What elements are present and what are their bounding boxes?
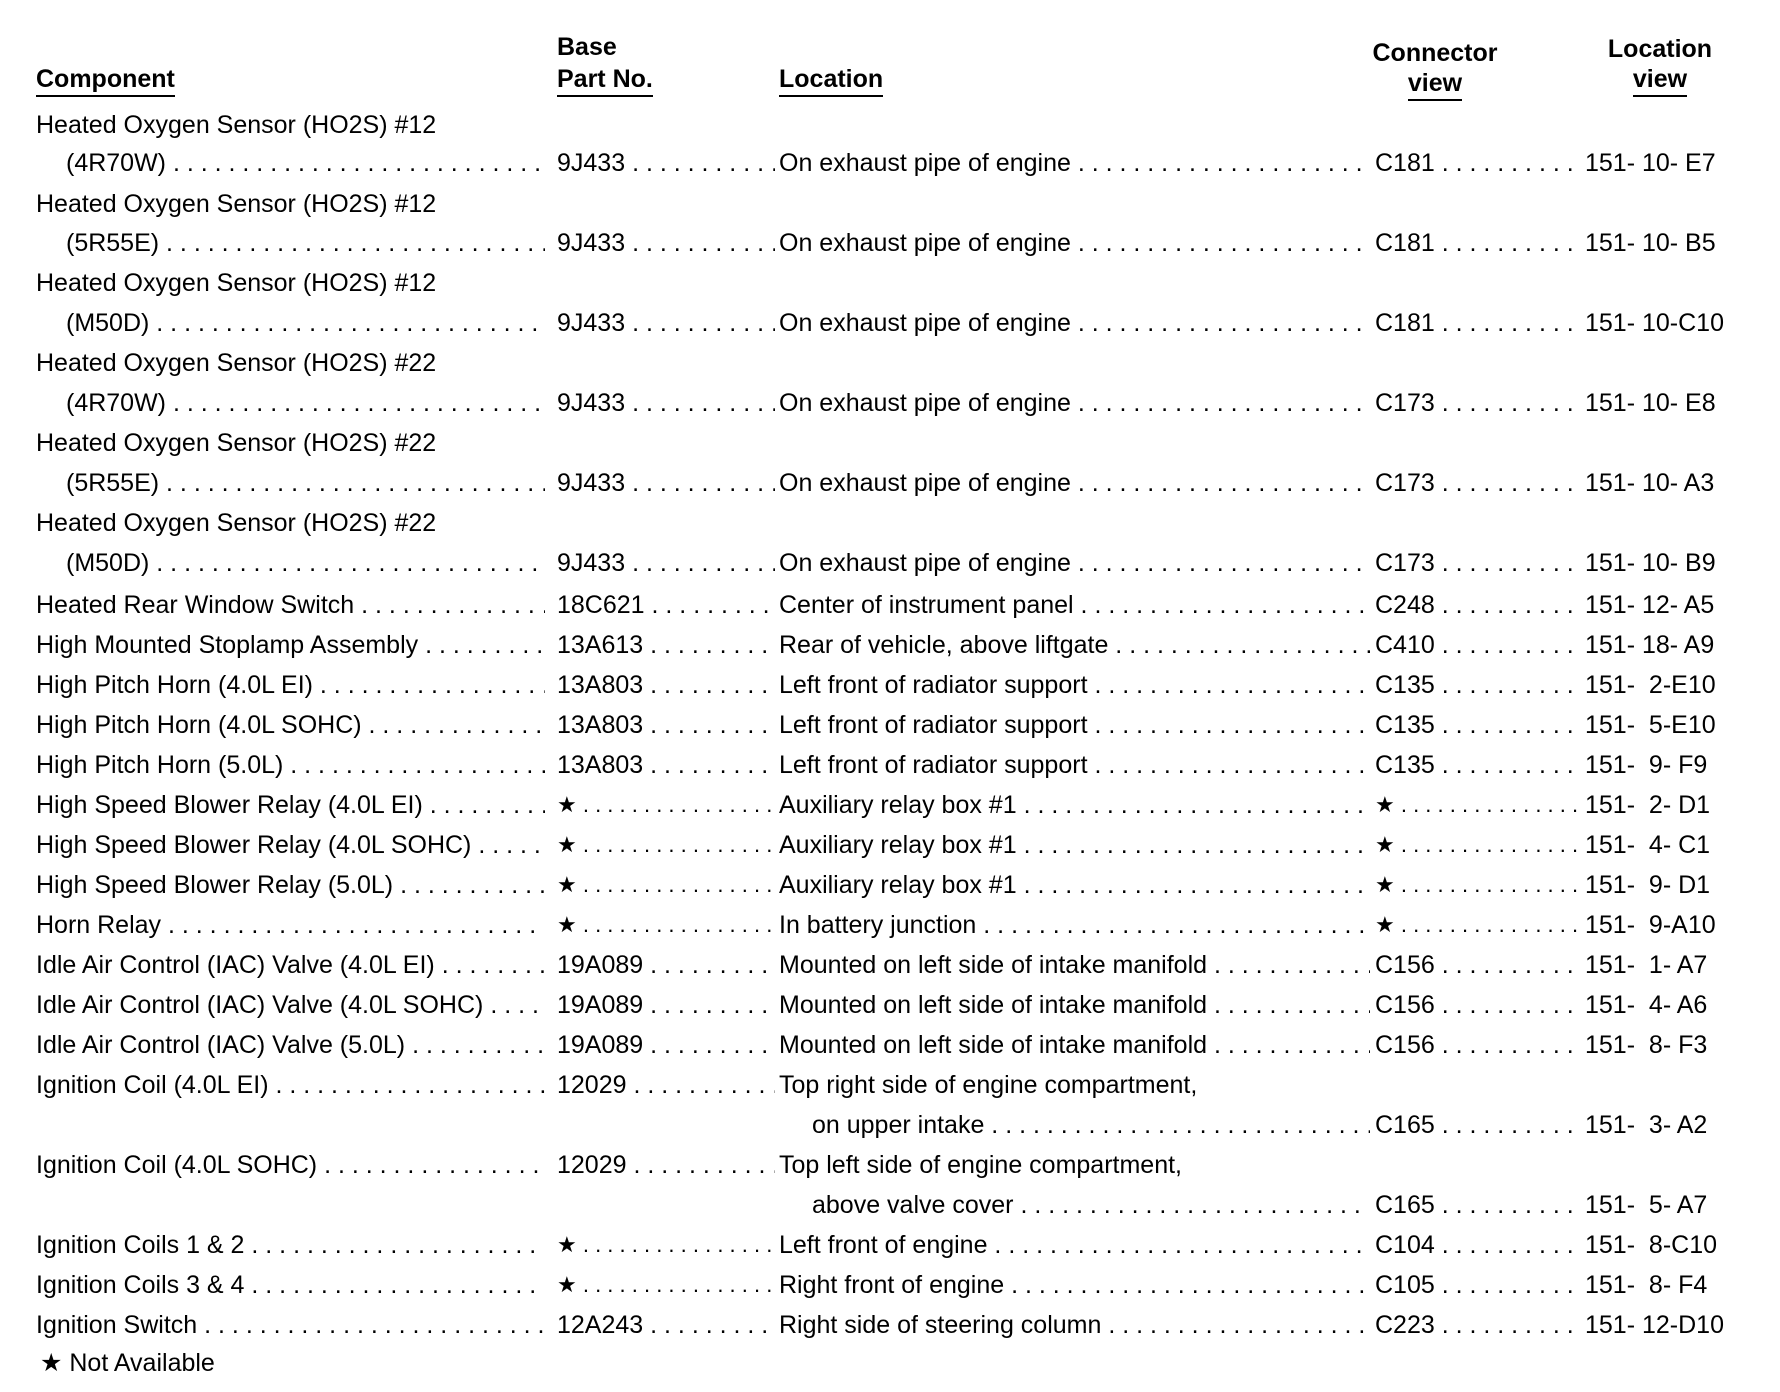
cell-connector-view: C165 . . . <box>1375 1190 1578 1220</box>
cell-connector-view: C156 . . . <box>1375 990 1578 1020</box>
cell-base-part-no: 13A803 . . . <box>557 750 775 780</box>
cell-location: Left front of radiator support . . . <box>779 710 1370 740</box>
cell-connector-view: C181 . . . <box>1375 308 1578 338</box>
cell-base-part-no: ★ . . . <box>557 790 775 820</box>
header-base-part-line1: Base <box>557 33 617 61</box>
cell-location: Auxiliary relay box #1 . . . <box>779 790 1370 820</box>
cell-location-view: 151- 1- A7 <box>1585 951 1708 979</box>
cell-location-view: 151- 4- C1 <box>1585 831 1711 859</box>
cell-location: On exhaust pipe of engine . . . <box>779 548 1370 578</box>
cell-location-view: 151- 9- D1 <box>1585 871 1711 899</box>
cell-location-view: 151- 10- B5 <box>1585 229 1716 257</box>
cell-component: (M50D) . . . <box>66 548 545 578</box>
cell-location: above valve cover . . . <box>812 1190 1370 1220</box>
cell-base-part-no: 9J433 . . . <box>557 148 775 178</box>
header-base-part: Part No. <box>557 64 653 94</box>
cell-connector-view: C135 . . . <box>1375 750 1578 780</box>
cell-base-part-no: 19A089 . . . <box>557 950 775 980</box>
cell-connector-view: C173 . . . <box>1375 388 1578 418</box>
cell-component: Heated Oxygen Sensor (HO2S) #22 <box>36 509 437 537</box>
cell-base-part-no: 9J433 . . . <box>557 308 775 338</box>
cell-connector-view: ★ . . . <box>1375 830 1578 860</box>
cell-component: (M50D) . . . <box>66 308 545 338</box>
cell-location: Auxiliary relay box #1 . . . <box>779 870 1370 900</box>
cell-component: Ignition Coil (4.0L EI) . . . <box>36 1070 545 1100</box>
cell-component: High Pitch Horn (5.0L) . . . <box>36 750 545 780</box>
cell-connector-view: C173 . . . <box>1375 468 1578 498</box>
cell-location-view: 151- 18- A9 <box>1585 631 1715 659</box>
cell-location-view: 151- 10- B9 <box>1585 549 1716 577</box>
cell-location: Auxiliary relay box #1 . . . <box>779 830 1370 860</box>
cell-location: Center of instrument panel . . . <box>779 590 1370 620</box>
cell-location: Mounted on left side of intake manifold . . . <box>779 990 1370 1020</box>
cell-location: On exhaust pipe of engine . . . <box>779 468 1370 498</box>
cell-connector-view: C410 . . . <box>1375 630 1578 660</box>
cell-location-view: 151- 8- F4 <box>1585 1271 1708 1299</box>
cell-connector-view: ★ . . . <box>1375 910 1578 940</box>
cell-connector-view: C156 . . . <box>1375 1030 1578 1060</box>
cell-connector-view: C181 . . . <box>1375 228 1578 258</box>
cell-component: Idle Air Control (IAC) Valve (4.0L EI) . . . <box>36 950 545 980</box>
cell-component: (5R55E) . . . <box>66 228 545 258</box>
header-location-view: view <box>1585 64 1735 94</box>
cell-connector-view: C135 . . . <box>1375 670 1578 700</box>
cell-connector-view: C181 . . . <box>1375 148 1578 178</box>
cell-base-part-no: 12029 . . . <box>557 1070 775 1100</box>
cell-location: Left front of radiator support . . . <box>779 750 1370 780</box>
cell-component: High Speed Blower Relay (4.0L EI) . . . <box>36 790 545 820</box>
cell-location-view: 151- 3- A2 <box>1585 1111 1708 1139</box>
cell-base-part-no: 9J433 . . . <box>557 468 775 498</box>
cell-location-view: 151- 10- E7 <box>1585 149 1716 177</box>
cell-component: (4R70W) . . . <box>66 148 545 178</box>
cell-location: Right front of engine . . . <box>779 1270 1370 1300</box>
cell-location: On exhaust pipe of engine . . . <box>779 228 1370 258</box>
cell-base-part-no: 13A613 . . . <box>557 630 775 660</box>
cell-base-part-no: 9J433 . . . <box>557 228 775 258</box>
cell-base-part-no: ★ . . . <box>557 870 775 900</box>
cell-component: Heated Oxygen Sensor (HO2S) #22 <box>36 349 437 377</box>
cell-component: Heated Oxygen Sensor (HO2S) #22 <box>36 429 437 457</box>
cell-component: High Mounted Stoplamp Assembly . . . <box>36 630 545 660</box>
cell-connector-view: C104 . . . <box>1375 1230 1578 1260</box>
cell-location: Left front of radiator support . . . <box>779 670 1370 700</box>
cell-location: On exhaust pipe of engine . . . <box>779 308 1370 338</box>
cell-connector-view: ★ . . . <box>1375 870 1578 900</box>
cell-component: Heated Oxygen Sensor (HO2S) #12 <box>36 190 437 218</box>
cell-component: Ignition Switch . . . <box>36 1310 545 1340</box>
cell-connector-view: C223 . . . <box>1375 1310 1578 1340</box>
cell-location: Top left side of engine compartment, <box>779 1151 1183 1179</box>
cell-location: On exhaust pipe of engine . . . <box>779 388 1370 418</box>
cell-component: Idle Air Control (IAC) Valve (4.0L SOHC) . . . <box>36 990 545 1020</box>
cell-location: Top right side of engine compartment, <box>779 1071 1198 1099</box>
cell-component: Horn Relay . . . <box>36 910 545 940</box>
cell-connector-view: C135 . . . <box>1375 710 1578 740</box>
cell-location-view: 151- 4- A6 <box>1585 991 1708 1019</box>
cell-location-view: 151- 2- D1 <box>1585 791 1711 819</box>
cell-component: High Pitch Horn (4.0L SOHC) . . . <box>36 710 545 740</box>
cell-location: Rear of vehicle, above liftgate . . . <box>779 630 1370 660</box>
cell-location-view: 151- 8-C10 <box>1585 1231 1718 1259</box>
cell-component: Ignition Coils 3 & 4 . . . <box>36 1270 545 1300</box>
cell-base-part-no: 13A803 . . . <box>557 670 775 700</box>
footnote-not-available: ★ Not Available <box>40 1349 215 1377</box>
cell-base-part-no: 13A803 . . . <box>557 710 775 740</box>
cell-location-view: 151- 5- A7 <box>1585 1191 1708 1219</box>
cell-location-view: 151- 10-C10 <box>1585 309 1724 337</box>
cell-component: High Speed Blower Relay (5.0L) . . . <box>36 870 545 900</box>
cell-location-view: 151- 9- F9 <box>1585 751 1708 779</box>
cell-connector-view: C105 . . . <box>1375 1270 1578 1300</box>
cell-location-view: 151- 10- A3 <box>1585 469 1715 497</box>
cell-location-view: 151- 9-A10 <box>1585 911 1716 939</box>
cell-location: on upper intake . . . <box>812 1110 1370 1140</box>
cell-location: Mounted on left side of intake manifold . . . <box>779 1030 1370 1060</box>
cell-location-view: 151- 12- A5 <box>1585 591 1715 619</box>
cell-component: Ignition Coils 1 & 2 . . . <box>36 1230 545 1260</box>
cell-component: Ignition Coil (4.0L SOHC) . . . <box>36 1150 545 1180</box>
cell-base-part-no: ★ . . . <box>557 1270 775 1300</box>
cell-base-part-no: 19A089 . . . <box>557 990 775 1020</box>
cell-base-part-no: 9J433 . . . <box>557 548 775 578</box>
cell-component: Heated Oxygen Sensor (HO2S) #12 <box>36 269 437 297</box>
header-connector-line1: Connector <box>1372 39 1498 67</box>
cell-location-view: 151- 12-D10 <box>1585 1311 1724 1339</box>
cell-component: (5R55E) . . . <box>66 468 545 498</box>
cell-location: Left front of engine . . . <box>779 1230 1370 1260</box>
header-location: Location <box>779 64 883 94</box>
cell-location-view: 151- 10- E8 <box>1585 389 1716 417</box>
cell-base-part-no: ★ . . . <box>557 830 775 860</box>
cell-location: Mounted on left side of intake manifold . . . <box>779 950 1370 980</box>
cell-component: (4R70W) . . . <box>66 388 545 418</box>
cell-location: In battery junction . . . <box>779 910 1370 940</box>
cell-location-view: 151- 5-E10 <box>1585 711 1716 739</box>
cell-base-part-no: 12029 . . . <box>557 1150 775 1180</box>
cell-base-part-no: 9J433 . . . <box>557 388 775 418</box>
cell-component: High Speed Blower Relay (4.0L SOHC) . . . <box>36 830 545 860</box>
cell-base-part-no: 19A089 . . . <box>557 1030 775 1060</box>
cell-connector-view: C156 . . . <box>1375 950 1578 980</box>
cell-base-part-no: 18C621 . . . <box>557 590 775 620</box>
cell-component: Heated Rear Window Switch . . . <box>36 590 545 620</box>
header-location-view-line1: Location <box>1607 35 1713 63</box>
cell-component: Heated Oxygen Sensor (HO2S) #12 <box>36 111 437 139</box>
header-connector-view: view <box>1360 68 1510 98</box>
cell-base-part-no: ★ . . . <box>557 910 775 940</box>
cell-connector-view: ★ . . . <box>1375 790 1578 820</box>
cell-location-view: 151- 8- F3 <box>1585 1031 1708 1059</box>
header-component: Component <box>36 64 175 94</box>
cell-base-part-no: 12A243 . . . <box>557 1310 775 1340</box>
cell-component: Idle Air Control (IAC) Valve (5.0L) . . . <box>36 1030 545 1060</box>
cell-connector-view: C173 . . . <box>1375 548 1578 578</box>
cell-location-view: 151- 2-E10 <box>1585 671 1716 699</box>
cell-connector-view: C248 . . . <box>1375 590 1578 620</box>
cell-location: Right side of steering column . . . <box>779 1310 1370 1340</box>
cell-component: High Pitch Horn (4.0L EI) . . . <box>36 670 545 700</box>
cell-location: On exhaust pipe of engine . . . <box>779 148 1370 178</box>
cell-base-part-no: ★ . . . <box>557 1230 775 1260</box>
cell-connector-view: C165 . . . <box>1375 1110 1578 1140</box>
